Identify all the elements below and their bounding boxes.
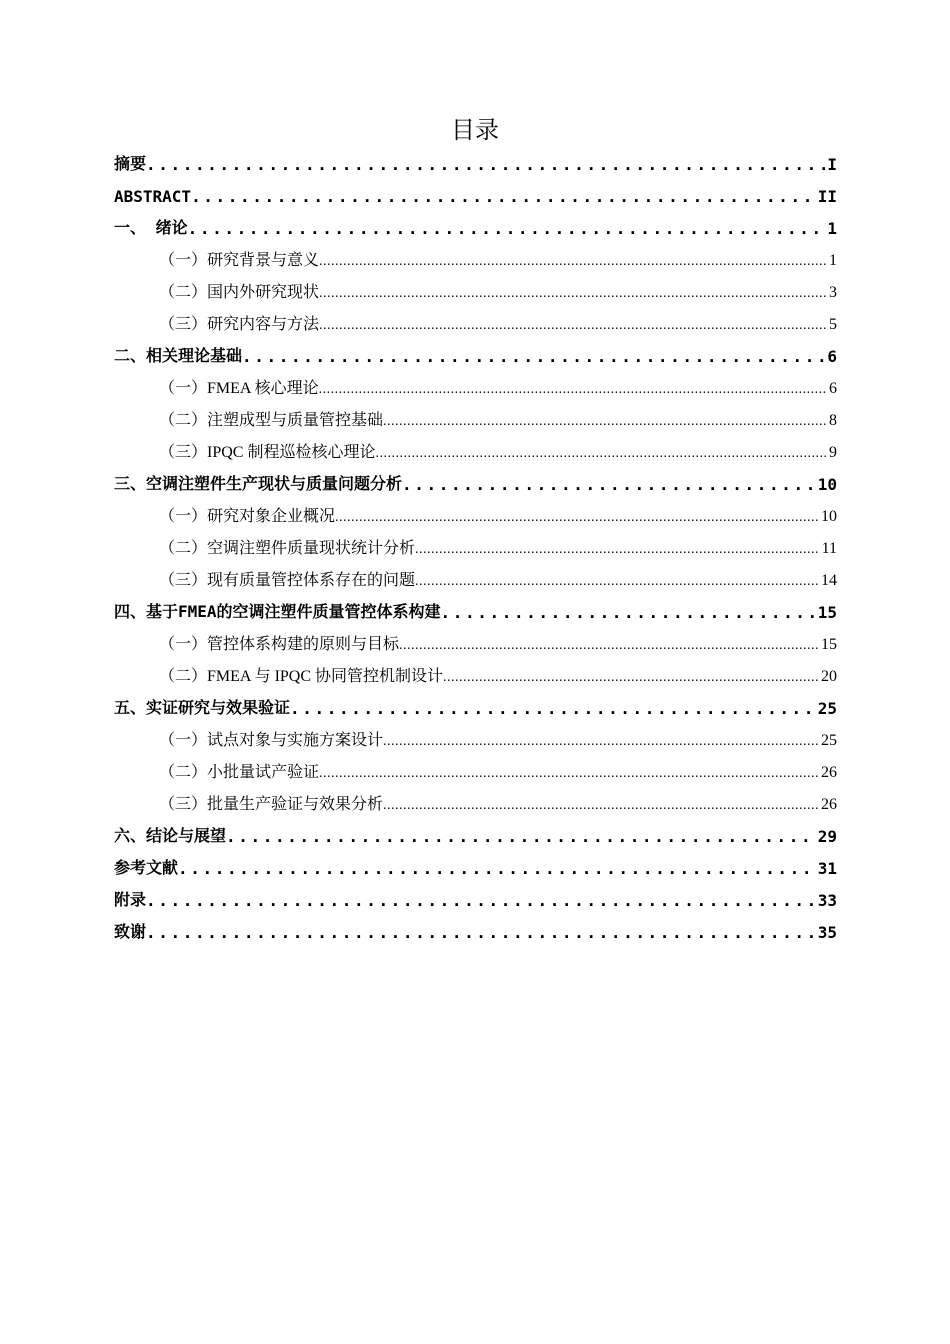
toc-entry-section[interactable] (114, 788, 837, 820)
toc-entry-page-number: 10 (817, 475, 837, 494)
dot-leader (319, 764, 819, 788)
toc-entry-label: （三）IPQC 制程巡检核心理论 (159, 444, 376, 461)
toc-entry-page-number: 1 (827, 219, 837, 238)
toc-entry-label: （一）管控体系构建的原则与目标 (159, 636, 400, 653)
dot-leader (383, 412, 827, 436)
toc-entry-chapter[interactable] (114, 212, 837, 244)
toc-entry-page-number: 31 (817, 859, 837, 878)
toc-entry-section[interactable] (114, 756, 837, 788)
toc-entry-page-number: II (817, 187, 837, 206)
toc-entry-page-number: I (827, 155, 837, 174)
toc-entry-label: 致谢 (114, 922, 147, 941)
toc-entry-page-number: 8 (829, 412, 837, 429)
toc-entry-label: （一）研究背景与意义 (159, 252, 320, 269)
toc-entry-chapter[interactable] (114, 596, 837, 628)
toc-entry-page-number: 15 (821, 636, 837, 653)
table-of-contents (114, 148, 837, 948)
dot-leader (146, 891, 816, 916)
dot-leader (415, 572, 819, 596)
toc-entry-chapter[interactable] (114, 884, 837, 916)
toc-entry-chapter[interactable] (114, 692, 837, 724)
toc-entry-label: （二）注塑成型与质量管控基础 (159, 412, 384, 429)
toc-entry-page-number: 6 (829, 380, 837, 397)
toc-entry-label: （一）试点对象与实施方案设计 (159, 732, 384, 749)
toc-entry-section[interactable] (114, 564, 837, 596)
dot-leader (319, 316, 827, 340)
toc-entry-label: 四、基于FMEA的空调注塑件质量管控体系构建 (114, 602, 441, 621)
toc-entry-page-number: 6 (827, 347, 837, 366)
toc-entry-section[interactable] (114, 724, 837, 756)
toc-entry-label: （三）研究内容与方法 (159, 316, 320, 333)
toc-entry-label: 参考文献 (114, 858, 179, 877)
dot-leader (146, 155, 825, 180)
toc-entry-label: （二）FMEA 与 IPQC 协同管控机制设计 (159, 668, 444, 685)
toc-entry-page-number: 1 (829, 252, 837, 269)
toc-entry-page-number: 29 (817, 827, 837, 846)
toc-entry-section[interactable] (114, 660, 837, 692)
toc-entry-page-number: 26 (821, 796, 837, 813)
toc-entry-chapter[interactable] (114, 468, 837, 500)
toc-entry-label: （一）FMEA 核心理论 (159, 380, 319, 397)
toc-entry-chapter[interactable] (114, 148, 837, 180)
toc-entry-label: （三）批量生产验证与效果分析 (159, 796, 384, 813)
toc-entry-label: （二）空调注塑件质量现状统计分析 (159, 540, 416, 557)
toc-entry-section[interactable] (114, 532, 837, 564)
dot-leader (443, 668, 819, 692)
toc-entry-section[interactable] (114, 372, 837, 404)
dot-leader (242, 347, 825, 372)
toc-entry-label: 二、相关理论基础 (114, 346, 243, 365)
toc-entry-page-number: 11 (821, 540, 837, 557)
toc-entry-chapter[interactable] (114, 180, 837, 212)
toc-entry-page-number: 26 (821, 764, 837, 781)
toc-entry-page-number: 5 (829, 316, 837, 333)
dot-leader (415, 540, 820, 564)
dot-leader (226, 827, 816, 852)
dot-leader (402, 475, 816, 500)
dot-leader (191, 187, 816, 212)
toc-entry-section[interactable] (114, 628, 837, 660)
dot-leader (319, 252, 827, 276)
toc-entry-label: （二）小批量试产验证 (159, 764, 320, 781)
toc-entry-chapter[interactable] (114, 820, 837, 852)
toc-entry-label: （三）现有质量管控体系存在的问题 (159, 572, 416, 589)
dot-leader (375, 444, 827, 468)
toc-entry-chapter[interactable] (114, 916, 837, 948)
toc-entry-page-number: 14 (821, 572, 837, 589)
dot-leader (319, 284, 827, 308)
toc-entry-section[interactable] (114, 404, 837, 436)
toc-entry-label: 摘要 (114, 154, 147, 173)
toc-entry-label: （一）研究对象企业概况 (159, 508, 336, 525)
toc-entry-chapter[interactable] (114, 340, 837, 372)
toc-entry-section[interactable] (114, 308, 837, 340)
toc-entry-label: （二）国内外研究现状 (159, 284, 320, 301)
dot-leader (290, 699, 816, 724)
dot-leader (335, 508, 819, 532)
toc-entry-page-number: 20 (821, 668, 837, 685)
dot-leader (178, 859, 816, 884)
dot-leader (188, 219, 826, 244)
toc-entry-label: 附录 (114, 890, 147, 909)
toc-entry-chapter[interactable] (114, 852, 837, 884)
toc-entry-page-number: 15 (817, 603, 837, 622)
toc-entry-label: 三、空调注塑件生产现状与质量问题分析 (114, 474, 403, 493)
dot-leader (399, 636, 819, 660)
toc-entry-page-number: 25 (821, 732, 837, 749)
toc-entry-label: 一、 绪论 (114, 218, 188, 237)
dot-leader (383, 796, 819, 820)
toc-entry-page-number: 10 (821, 508, 837, 525)
toc-entry-section[interactable] (114, 276, 837, 308)
dot-leader (146, 923, 816, 948)
toc-entry-section[interactable] (114, 244, 837, 276)
toc-entry-label: 六、结论与展望 (114, 826, 227, 845)
dot-leader (441, 603, 816, 628)
toc-entry-label: 五、实证研究与效果验证 (114, 698, 291, 717)
toc-entry-section[interactable] (114, 500, 837, 532)
dot-leader (383, 732, 819, 756)
toc-entry-page-number: 33 (817, 891, 837, 910)
toc-entry-page-number: 9 (829, 444, 837, 461)
dot-leader (319, 380, 827, 404)
toc-entry-label: ABSTRACT (114, 187, 192, 206)
toc-entry-page-number: 25 (817, 699, 837, 718)
toc-entry-page-number: 3 (829, 284, 837, 301)
page-title: 目录 (451, 116, 499, 144)
toc-entry-section[interactable] (114, 436, 837, 468)
toc-entry-page-number: 35 (817, 923, 837, 942)
